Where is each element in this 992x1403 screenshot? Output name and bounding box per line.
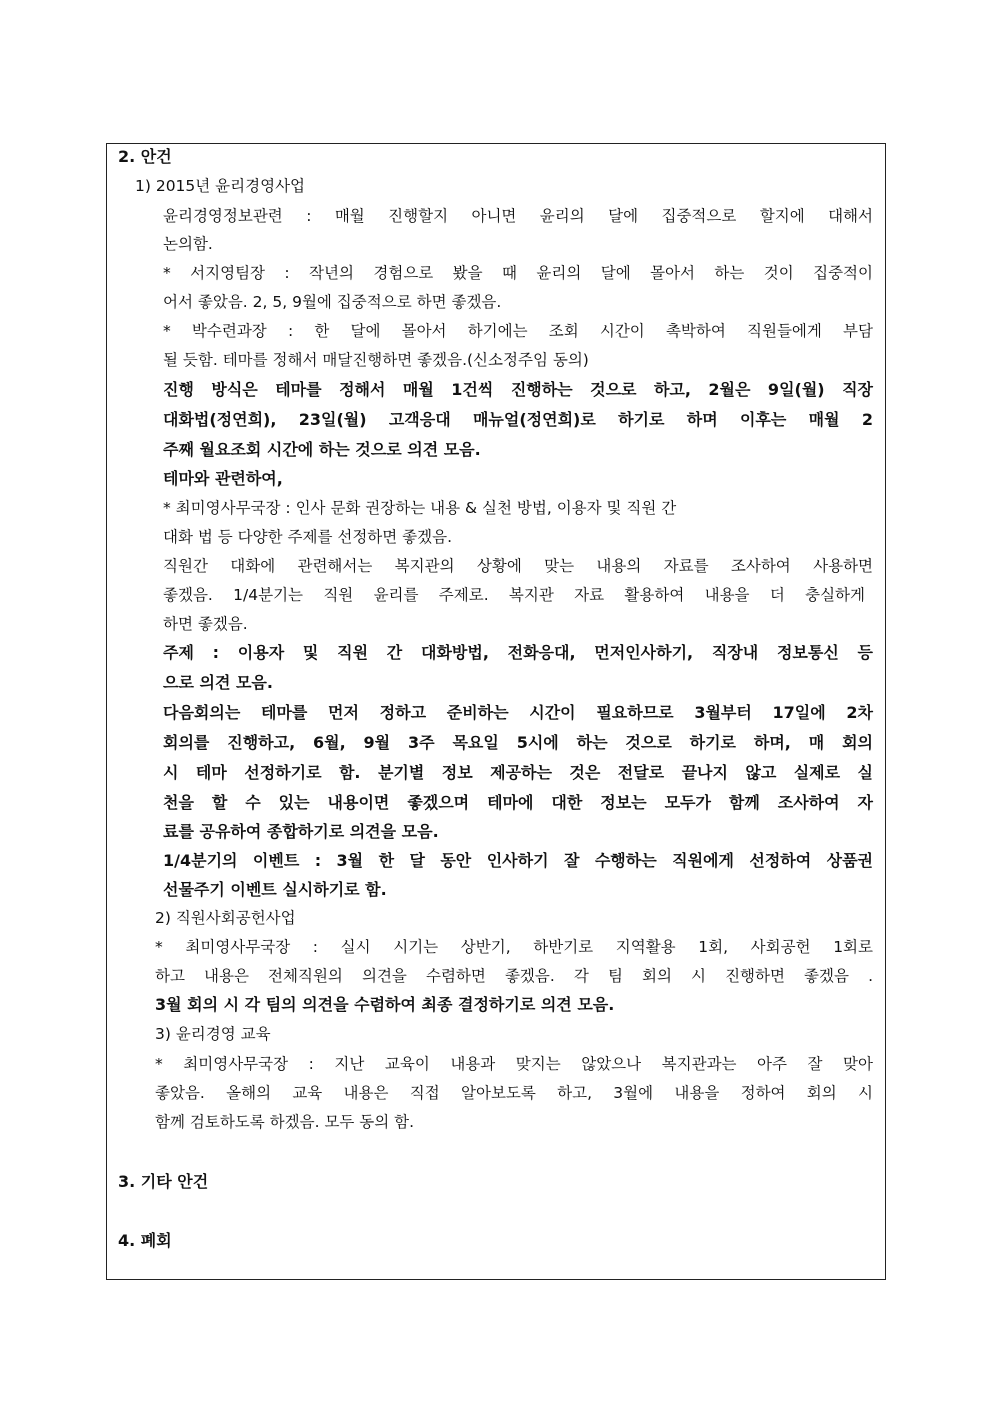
section-heading-agenda: 2. 안건 bbox=[118, 147, 172, 166]
item1-line-5: * 박수련과장 : 한 달에 몰아서 하기에는 조회 시간이 촉박하여 직원들에게 부담 bbox=[163, 322, 873, 340]
item1-line-3: * 서지영팀장 : 작년의 경험으로 봤을 때 윤리의 달에 몰아서 하는 것이 집중적이 bbox=[163, 264, 873, 282]
item-title-social-contribution: 2) 직원사회공헌사업 bbox=[155, 909, 296, 927]
item3-line-3: 함께 검토하도록 하겠음. 모두 동의 함. bbox=[155, 1113, 415, 1131]
item1-line-14: 좋겠음. 1/4분기는 직원 윤리를 주제로. 복지관 자료 활용하여 내용을 더 충실하게 bbox=[163, 586, 865, 604]
item1-line-1: 윤리경영정보관련 : 매월 진행할지 아니면 윤리의 달에 집중적으로 할지에 대해서 bbox=[163, 207, 873, 225]
item1-line-17: 으로 의견 모음. bbox=[163, 673, 273, 692]
item1-line-24: 선물주기 이벤트 실시하기로 함. bbox=[163, 880, 387, 899]
item1-line-4: 어서 좋았음. 2, 5, 9월에 집중적으로 하면 좋겠음. bbox=[163, 293, 502, 311]
item3-line-1: * 최미영사무국장 : 지난 교육이 내용과 맞지는 않았으나 복지관과는 아주 잘 맞아 bbox=[155, 1055, 873, 1073]
item1-line-15: 하면 좋겠음. bbox=[163, 615, 248, 633]
item-title-ethics-management: 1) 2015년 윤리경영사업 bbox=[135, 177, 306, 195]
item1-line-13: 직원간 대화에 관련해서는 복지관의 상황에 맞는 내용의 자료를 조사하여 사용하면 bbox=[163, 557, 873, 575]
item1-line-10: 테마와 관련하여, bbox=[163, 469, 283, 488]
item1-line-21: 천을 할 수 있는 내용이면 좋겠으며 테마에 대한 정보는 모두가 함께 조사하여 자 bbox=[163, 793, 873, 812]
item2-line-2: 하고 내용은 전체직원의 의견을 수렴하면 좋겠음. 각 팀 회의 시 진행하면 좋겠음 . bbox=[155, 967, 873, 985]
item1-line-22: 료를 공유하여 종합하기로 의견을 모음. bbox=[163, 822, 439, 841]
item-title-ethics-education: 3) 윤리경영 교육 bbox=[155, 1025, 271, 1043]
item1-line-20: 시 테마 선정하기로 함. 분기별 정보 제공하는 것은 전달로 끝나지 않고 실제로 실 bbox=[163, 763, 873, 782]
item1-line-8: 대화법(정연희), 23일(월) 고객응대 매뉴얼(정연희)로 하기로 하며 이후는 매월 2 bbox=[163, 410, 873, 429]
item3-line-2: 좋았음. 올해의 교육 내용은 직접 알아보도록 하고, 3월에 내용을 정하여 회의 시 bbox=[155, 1084, 873, 1102]
item1-line-12: 대화 법 등 다양한 주제를 선정하면 좋겠음. bbox=[163, 528, 453, 546]
item1-line-18: 다음회의는 테마를 먼저 정하고 준비하는 시간이 필요하므로 3월부터 17일에 2차 bbox=[163, 703, 873, 722]
item2-line-1: * 최미영사무국장 : 실시 시기는 상반기, 하반기로 지역활용 1회, 사회공헌 1회로 bbox=[155, 938, 873, 956]
item1-line-9: 주째 월요조회 시간에 하는 것으로 의견 모음. bbox=[163, 440, 481, 459]
section-heading-closing: 4. 폐회 bbox=[118, 1231, 172, 1250]
item1-line-19: 회의를 진행하고, 6월, 9월 3주 목요일 5시에 하는 것으로 하기로 하며, 매 회의 bbox=[163, 733, 873, 752]
item1-line-11: * 최미영사무국장 : 인사 문화 권장하는 내용 & 실천 방법, 이용자 및 직원 간 bbox=[163, 499, 677, 517]
item1-line-6: 될 듯함. 테마를 정해서 매달진행하면 좋겠음.(신소정주임 동의) bbox=[163, 351, 589, 369]
section-heading-other-agenda: 3. 기타 안건 bbox=[118, 1172, 209, 1191]
item1-line-16: 주제 : 이용자 및 직원 간 대화방법, 전화응대, 먼저인사하기, 직장내 정보통신 등 bbox=[163, 643, 873, 662]
item1-line-2: 논의함. bbox=[163, 235, 213, 253]
item1-line-7: 진행 방식은 테마를 정해서 매월 1건씩 진행하는 것으로 하고, 2월은 9일(월) 직장 bbox=[163, 380, 873, 399]
item2-line-3: 3월 회의 시 각 팀의 의견을 수렴하여 최종 결정하기로 의견 모음. bbox=[155, 995, 615, 1014]
item1-line-23: 1/4분기의 이벤트 : 3월 한 달 동안 인사하기 잘 수행하는 직원에게 선정하여 상품권 bbox=[163, 851, 873, 870]
